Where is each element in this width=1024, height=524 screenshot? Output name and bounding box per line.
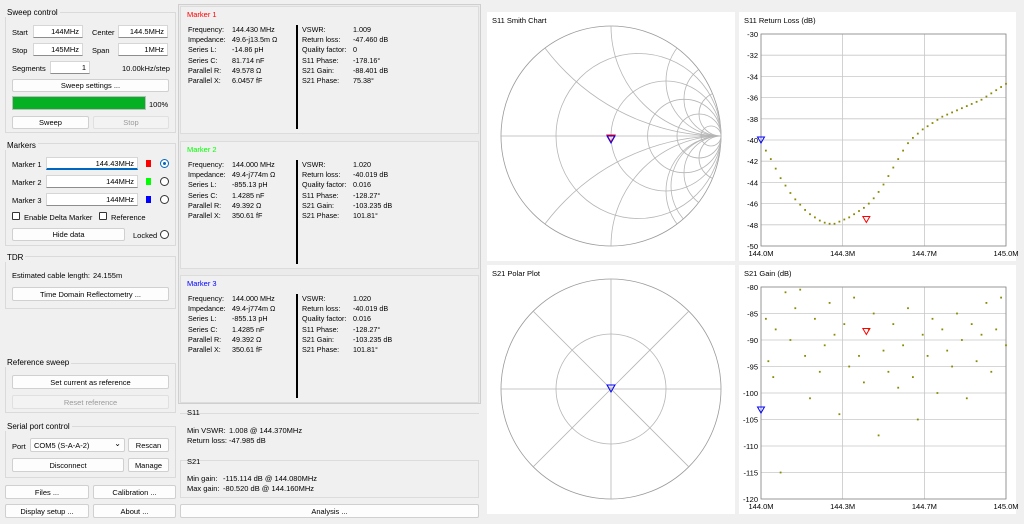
data-point bbox=[790, 192, 792, 194]
port-select[interactable] bbox=[30, 438, 125, 452]
data-point bbox=[790, 339, 792, 341]
data-point bbox=[946, 114, 948, 116]
data-point bbox=[848, 366, 850, 368]
marker-2-left-label: Parallel R: bbox=[188, 200, 222, 210]
marker-3-left-value: 49.4-j774m Ω bbox=[232, 304, 276, 314]
enable-delta-checkbox[interactable] bbox=[12, 212, 20, 220]
polar-plot-panel[interactable] bbox=[487, 265, 735, 514]
marker-3-color-swatch[interactable] bbox=[146, 196, 151, 203]
marker-1-left-label: Parallel X: bbox=[188, 76, 221, 85]
marker-1-left-value: 49.6-j13.5m Ω bbox=[232, 35, 278, 45]
marker-1-right-value: -88.401 dB bbox=[353, 65, 389, 75]
y-tick-label: -40 bbox=[747, 136, 758, 145]
data-point bbox=[990, 92, 992, 94]
marker-3-left-label: Parallel X: bbox=[188, 345, 221, 354]
reference-sweep-title: Reference sweep bbox=[7, 358, 70, 367]
marker-2-left-label: Frequency: bbox=[188, 160, 224, 169]
marker-2-left-label: Series C: bbox=[188, 190, 218, 200]
data-point bbox=[819, 371, 821, 373]
data-point bbox=[767, 360, 769, 362]
data-point bbox=[780, 177, 782, 179]
data-point bbox=[824, 344, 826, 346]
port-label: Port bbox=[12, 442, 26, 451]
x-tick-label: 144.3M bbox=[830, 249, 856, 258]
cable-length-value: 24.155m bbox=[93, 271, 123, 280]
tdr-title: TDR bbox=[7, 253, 24, 262]
data-point bbox=[966, 397, 968, 399]
marker-1-left-value: -14.86 pH bbox=[232, 45, 264, 55]
data-point bbox=[853, 213, 855, 215]
marker-2-left-value: 350.61 fF bbox=[232, 211, 263, 220]
marker-2-divider bbox=[296, 160, 298, 264]
min-vswr-label: Min VSWR: bbox=[187, 426, 226, 435]
return-loss-value: -47.985 dB bbox=[229, 436, 266, 445]
manage-button[interactable]: Manage bbox=[128, 458, 169, 472]
marker-2-field[interactable]: 144MHz bbox=[46, 175, 138, 188]
center-label: Center bbox=[92, 28, 115, 37]
data-point bbox=[956, 109, 958, 111]
data-point bbox=[775, 168, 777, 170]
data-point bbox=[922, 334, 924, 336]
marker-1-right-value: -47.460 dB bbox=[353, 35, 389, 45]
data-point bbox=[961, 339, 963, 341]
tdr-group bbox=[5, 256, 176, 309]
data-point bbox=[1000, 86, 1002, 88]
marker-3-divider bbox=[296, 294, 298, 398]
data-point bbox=[843, 323, 845, 325]
data-point bbox=[956, 313, 958, 315]
marker-3-left-label: Parallel R: bbox=[188, 334, 222, 344]
y-tick-label: -30 bbox=[747, 30, 758, 39]
y-tick-label: -120 bbox=[742, 495, 758, 504]
marker-1-right-label: Return loss: bbox=[302, 35, 341, 45]
marker-3-right-label: Return loss: bbox=[302, 304, 341, 314]
data-point bbox=[839, 413, 841, 415]
marker-3-left-label: Series C: bbox=[188, 324, 218, 334]
data-point bbox=[1000, 297, 1002, 299]
min-gain-value: -115.114 dB @ 144.080MHz bbox=[223, 474, 318, 483]
marker-1-panel-title: Marker 1 bbox=[187, 10, 217, 19]
data-point bbox=[873, 313, 875, 315]
marker-2-label: Marker 2 bbox=[12, 178, 42, 187]
marker-3-panel bbox=[180, 275, 479, 403]
data-point bbox=[976, 360, 978, 362]
marker-1-right-label: S11 Phase: bbox=[302, 55, 339, 65]
marker-1-field[interactable]: 144.43MHz bbox=[46, 157, 138, 170]
marker-2-panel-title: Marker 2 bbox=[187, 145, 217, 154]
data-point bbox=[932, 318, 934, 320]
smith-chart-panel[interactable] bbox=[487, 12, 735, 261]
stop-button[interactable]: Stop bbox=[93, 116, 169, 129]
data-point bbox=[780, 472, 782, 474]
markers-title: Markers bbox=[7, 141, 36, 150]
marker-1-panel bbox=[180, 6, 479, 134]
data-point bbox=[951, 366, 953, 368]
marker-1-label: Marker 1 bbox=[12, 160, 42, 169]
marker-1-right-label: Quality factor: bbox=[302, 45, 347, 55]
data-point bbox=[897, 387, 899, 389]
x-tick-label: 144.3M bbox=[830, 502, 856, 511]
marker-3-left-label: Series L: bbox=[188, 314, 217, 324]
marker-1-right-label: S21 Phase: bbox=[302, 76, 340, 85]
marker-2-left-value: 49.392 Ω bbox=[232, 200, 262, 210]
data-point bbox=[794, 198, 796, 200]
progress-text: 100% bbox=[149, 100, 169, 109]
sweep-button[interactable]: Sweep bbox=[12, 116, 89, 129]
about-button[interactable]: About ... bbox=[93, 504, 176, 518]
chevron-down-icon: ⌄ bbox=[114, 439, 121, 448]
x-tick-label: 144.0M bbox=[748, 249, 774, 258]
polar-plot-title: S21 Polar Plot bbox=[492, 269, 540, 278]
data-point bbox=[1005, 83, 1007, 85]
marker-3-right-value: -103.235 dB bbox=[353, 334, 393, 344]
span-label: Span bbox=[92, 46, 110, 55]
start-label: Start bbox=[12, 28, 28, 37]
y-tick-label: -36 bbox=[747, 93, 758, 103]
data-point bbox=[834, 223, 836, 225]
data-point bbox=[799, 204, 801, 206]
y-tick-label: -48 bbox=[747, 220, 758, 230]
data-point bbox=[986, 302, 988, 304]
max-gain-label: Max gain: bbox=[187, 484, 220, 493]
marker-2-right-value: 1.020 bbox=[353, 160, 371, 169]
s11-summary-title: S11 bbox=[187, 408, 200, 417]
y-tick-label: -90 bbox=[747, 336, 758, 345]
marker-1-left-label: Series L: bbox=[188, 45, 217, 55]
data-point bbox=[937, 119, 939, 121]
data-point bbox=[883, 184, 885, 186]
marker-3-right-value: 0.016 bbox=[353, 314, 371, 324]
data-point bbox=[897, 158, 899, 160]
marker-2-right-label: Return loss: bbox=[302, 170, 341, 180]
hide-data-button[interactable]: Hide data bbox=[12, 228, 125, 241]
files-button[interactable]: Files ... bbox=[5, 485, 89, 499]
marker-1-right-value: -178.16° bbox=[353, 55, 381, 65]
data-point bbox=[814, 216, 816, 218]
data-point bbox=[853, 297, 855, 299]
marker-3-right-label: S21 Gain: bbox=[302, 334, 334, 344]
marker-2-left-label: Parallel X: bbox=[188, 211, 221, 220]
data-point bbox=[937, 392, 939, 394]
data-point bbox=[888, 371, 890, 373]
data-point bbox=[946, 350, 948, 352]
data-point bbox=[995, 89, 997, 91]
marker-2-right-label: VSWR: bbox=[302, 160, 326, 169]
data-point bbox=[765, 150, 767, 152]
data-point bbox=[775, 329, 777, 331]
data-point bbox=[804, 355, 806, 357]
marker-3-right-label: S21 Phase: bbox=[302, 345, 340, 354]
marker-2-left-value: -855.13 pH bbox=[232, 180, 268, 190]
marker-2-right-value: 101.81° bbox=[353, 211, 378, 220]
x-tick-label: 144.0M bbox=[748, 502, 774, 511]
data-point bbox=[878, 191, 880, 193]
data-point bbox=[829, 223, 831, 225]
data-point bbox=[772, 376, 774, 378]
y-tick-label: -50 bbox=[747, 242, 758, 251]
serial-port-title: Serial port control bbox=[7, 422, 70, 431]
marker-3-left-value: 350.61 fF bbox=[232, 345, 263, 354]
data-point bbox=[892, 167, 894, 169]
tdr-button[interactable]: Time Domain Reflectometry ... bbox=[12, 287, 169, 301]
data-point bbox=[981, 334, 983, 336]
max-gain-value: -80.520 dB @ 144.160MHz bbox=[223, 484, 314, 493]
rescan-button[interactable]: Rescan bbox=[128, 438, 169, 452]
marker-3-left-label: Impedance: bbox=[188, 304, 226, 314]
marker-3-left-value: 49.392 Ω bbox=[232, 334, 262, 344]
data-point bbox=[1005, 344, 1007, 346]
marker-1-color-swatch[interactable] bbox=[146, 160, 151, 167]
data-point bbox=[785, 185, 787, 187]
y-tick-label: -42 bbox=[747, 157, 758, 167]
reference-label: Reference bbox=[111, 213, 146, 222]
return-loss-label: Return loss: bbox=[187, 436, 228, 445]
sweep-progress-bar bbox=[12, 96, 146, 110]
marker-1-left-label: Series C: bbox=[188, 55, 218, 65]
reference-checkbox[interactable] bbox=[99, 212, 107, 220]
marker-3-left-label: Frequency: bbox=[188, 294, 224, 303]
chart-marker bbox=[863, 217, 870, 223]
data-point bbox=[883, 350, 885, 352]
data-point bbox=[770, 158, 772, 160]
marker-3-right-value: 101.81° bbox=[353, 345, 378, 354]
marker-1-left-value: 144.430 MHz bbox=[232, 25, 275, 34]
marker-2-right-value: -103.235 dB bbox=[353, 200, 393, 210]
data-point bbox=[902, 344, 904, 346]
data-point bbox=[809, 213, 811, 215]
marker-1-left-label: Frequency: bbox=[188, 25, 224, 34]
y-tick-label: -38 bbox=[747, 114, 758, 124]
data-point bbox=[917, 419, 919, 421]
marker-1-left-label: Parallel R: bbox=[188, 65, 222, 75]
marker-3-field[interactable]: 144MHz bbox=[46, 193, 138, 206]
marker-2-right-value: -40.019 dB bbox=[353, 170, 389, 180]
data-point bbox=[990, 371, 992, 373]
span-field[interactable]: 1MHz bbox=[118, 43, 168, 56]
gain-chart bbox=[739, 265, 1019, 514]
calibration-button[interactable]: Calibration ... bbox=[93, 485, 176, 499]
data-point bbox=[873, 197, 875, 199]
marker-1-left-label: Impedance: bbox=[188, 35, 226, 45]
data-point bbox=[839, 221, 841, 223]
center-field[interactable]: 144.5MHz bbox=[118, 25, 168, 38]
stop-label: Stop bbox=[12, 46, 28, 55]
data-point bbox=[824, 222, 826, 224]
data-point bbox=[804, 209, 806, 211]
segments-field[interactable]: 1 bbox=[50, 61, 90, 74]
marker-1-right-label: VSWR: bbox=[302, 25, 326, 34]
polar-plot bbox=[487, 265, 735, 514]
marker-3-right-label: Quality factor: bbox=[302, 314, 347, 324]
disconnect-button[interactable]: Disconnect bbox=[12, 458, 124, 472]
data-point bbox=[848, 216, 850, 218]
data-point bbox=[834, 334, 836, 336]
data-point bbox=[829, 302, 831, 304]
y-tick-label: -80 bbox=[747, 283, 758, 292]
stop-field[interactable]: 145MHz bbox=[33, 43, 83, 56]
data-point bbox=[907, 307, 909, 309]
step-text: 10.00kHz/step bbox=[122, 64, 170, 73]
marker-3-radio[interactable] bbox=[160, 195, 169, 204]
y-tick-label: -100 bbox=[742, 389, 758, 398]
marker-1-right-label: S21 Gain: bbox=[302, 65, 334, 75]
data-point bbox=[976, 101, 978, 103]
cable-length-label: Estimated cable length: bbox=[12, 271, 90, 280]
y-tick-label: -46 bbox=[747, 199, 758, 209]
port-select-value: COM5 (S-A-A-2) bbox=[34, 441, 90, 450]
data-point bbox=[814, 318, 816, 320]
data-point bbox=[995, 329, 997, 331]
x-tick-label: 144.7M bbox=[911, 502, 937, 511]
smith-chart-title: S11 Smith Chart bbox=[492, 16, 547, 25]
data-point bbox=[863, 207, 865, 209]
marker-3-left-value: -855.13 pH bbox=[232, 314, 268, 324]
data-point bbox=[902, 150, 904, 152]
marker-2-left-value: 1.4285 nF bbox=[232, 190, 265, 200]
y-tick-label: -95 bbox=[747, 362, 758, 372]
marker-3-left-value: 144.000 MHz bbox=[232, 294, 275, 303]
data-point bbox=[907, 142, 909, 144]
return-loss-title: S11 Return Loss (dB) bbox=[744, 16, 816, 25]
segments-label: Segments bbox=[12, 64, 46, 73]
marker-2-right-value: 0.016 bbox=[353, 180, 371, 190]
data-point bbox=[927, 125, 929, 127]
data-point bbox=[971, 323, 973, 325]
data-point bbox=[858, 355, 860, 357]
chart-marker bbox=[863, 329, 870, 335]
gain-panel[interactable] bbox=[739, 265, 1019, 514]
data-point bbox=[951, 112, 953, 114]
marker-3-label: Marker 3 bbox=[12, 196, 42, 205]
data-point bbox=[941, 329, 943, 331]
marker-3-right-value: -40.019 dB bbox=[353, 304, 389, 314]
return-loss-panel[interactable] bbox=[739, 12, 1019, 261]
locked-radio[interactable] bbox=[160, 230, 169, 239]
data-point bbox=[971, 103, 973, 105]
smith-chart bbox=[487, 12, 735, 261]
data-point bbox=[981, 99, 983, 101]
marker-3-panel-title: Marker 3 bbox=[187, 279, 217, 288]
y-tick-label: -115 bbox=[743, 468, 758, 478]
data-point bbox=[809, 397, 811, 399]
data-point bbox=[986, 96, 988, 98]
data-point bbox=[941, 116, 943, 118]
min-gain-label: Min gain: bbox=[187, 474, 218, 483]
locked-label: Locked bbox=[133, 231, 158, 240]
enable-delta-label: Enable Delta Marker bbox=[24, 213, 93, 222]
data-point bbox=[794, 307, 796, 309]
data-point bbox=[843, 219, 845, 221]
marker-1-radio[interactable] bbox=[160, 159, 169, 168]
marker-1-left-value: 49.578 Ω bbox=[232, 65, 262, 75]
x-tick-label: 145.0M bbox=[993, 502, 1019, 511]
data-point bbox=[888, 175, 890, 177]
marker-2-left-label: Series L: bbox=[188, 180, 217, 190]
marker-1-left-value: 81.714 nF bbox=[232, 55, 265, 65]
data-point bbox=[892, 323, 894, 325]
data-point bbox=[961, 107, 963, 109]
marker-3-right-value: 1.020 bbox=[353, 294, 371, 303]
display-setup-button[interactable]: Display setup ... bbox=[5, 504, 89, 518]
analysis-button[interactable]: Analysis ... bbox=[180, 504, 479, 518]
marker-3-right-label: S11 Phase: bbox=[302, 324, 339, 334]
y-tick-label: -105 bbox=[742, 415, 758, 425]
marker-2-right-label: S21 Gain: bbox=[302, 200, 334, 210]
data-point bbox=[932, 122, 934, 124]
start-field[interactable]: 144MHz bbox=[33, 25, 83, 38]
set-reference-button[interactable]: Set current as reference bbox=[12, 375, 169, 389]
marker-3-left-value: 1.4285 nF bbox=[232, 324, 265, 334]
marker-2-right-label: Quality factor: bbox=[302, 180, 347, 190]
data-point bbox=[858, 210, 860, 212]
marker-2-right-label: S21 Phase: bbox=[302, 211, 340, 220]
data-point bbox=[765, 318, 767, 320]
sweep-settings-button[interactable]: Sweep settings ... bbox=[12, 79, 169, 92]
x-tick-label: 145.0M bbox=[993, 249, 1019, 258]
data-point bbox=[917, 133, 919, 135]
marker-2-left-label: Impedance: bbox=[188, 170, 226, 180]
data-point bbox=[912, 137, 914, 139]
marker-2-panel bbox=[180, 141, 479, 269]
data-point bbox=[878, 435, 880, 437]
marker-2-radio[interactable] bbox=[160, 177, 169, 186]
sweep-control-title: Sweep control bbox=[7, 8, 58, 17]
marker-2-left-value: 49.4-j774m Ω bbox=[232, 170, 276, 180]
s21-summary-title: S21 bbox=[187, 457, 201, 466]
data-point bbox=[785, 291, 787, 293]
marker-1-right-value: 75.38° bbox=[353, 76, 374, 85]
marker-2-left-value: 144.000 MHz bbox=[232, 160, 275, 169]
gain-title: S21 Gain (dB) bbox=[744, 269, 792, 278]
reset-reference-button[interactable]: Reset reference bbox=[12, 395, 169, 409]
data-point bbox=[927, 355, 929, 357]
data-point bbox=[966, 105, 968, 107]
data-point bbox=[863, 382, 865, 384]
y-tick-label: -32 bbox=[747, 51, 758, 61]
marker-2-color-swatch[interactable] bbox=[146, 178, 151, 185]
y-tick-label: -85 bbox=[747, 309, 758, 319]
marker-1-right-value: 0 bbox=[353, 45, 357, 55]
marker-1-divider bbox=[296, 25, 298, 129]
marker-1-left-value: 6.0457 fF bbox=[232, 76, 263, 85]
data-point bbox=[922, 129, 924, 131]
return-loss-chart bbox=[739, 12, 1019, 261]
marker-2-right-label: S11 Phase: bbox=[302, 190, 339, 200]
marker-1-right-value: 1.009 bbox=[353, 25, 371, 34]
y-tick-label: -110 bbox=[743, 442, 758, 451]
marker-3-right-label: VSWR: bbox=[302, 294, 326, 303]
data-point bbox=[868, 203, 870, 205]
min-vswr-value: 1.008 @ 144.370MHz bbox=[229, 426, 303, 435]
marker-2-right-value: -128.27° bbox=[353, 190, 381, 200]
data-point bbox=[819, 220, 821, 222]
x-tick-label: 144.7M bbox=[911, 249, 937, 258]
y-tick-label: -34 bbox=[747, 72, 758, 82]
marker-3-right-value: -128.27° bbox=[353, 324, 381, 334]
data-point bbox=[912, 376, 914, 378]
data-point bbox=[799, 289, 801, 291]
y-tick-label: -44 bbox=[747, 178, 758, 188]
sweep-progress-fill bbox=[13, 97, 145, 109]
